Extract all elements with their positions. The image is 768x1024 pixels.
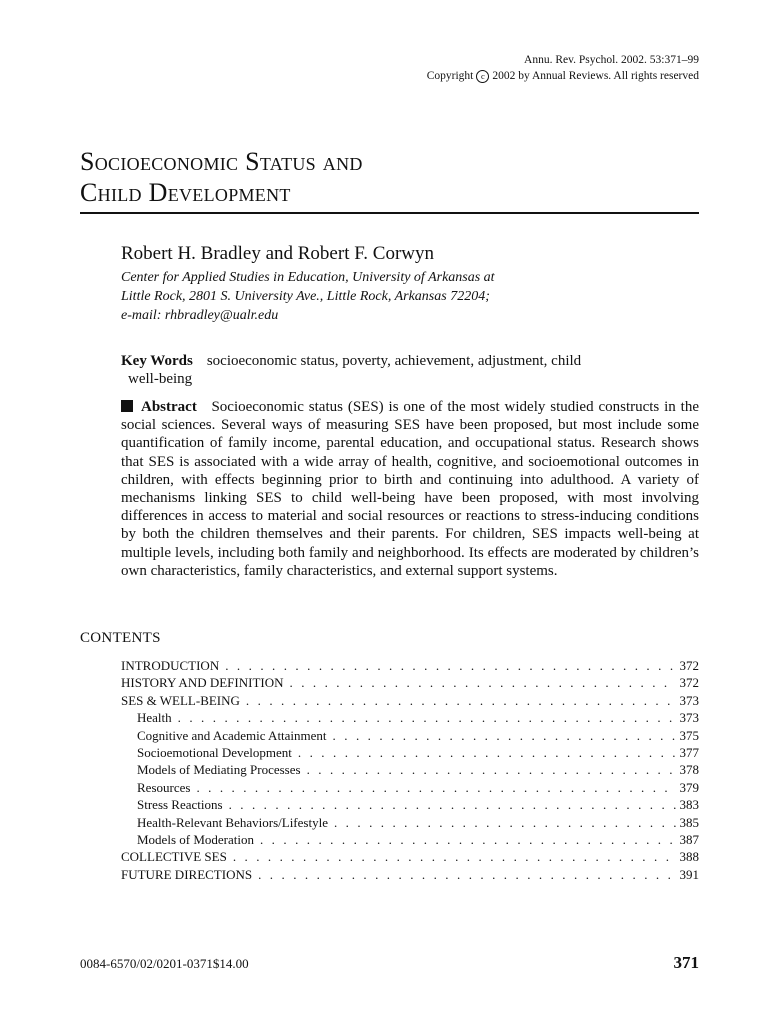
toc-entry-collective-ses bbox=[121, 849, 699, 866]
toc-entry-title: Cognitive and Academic Attainment bbox=[137, 727, 327, 743]
toc-leader-dots bbox=[178, 710, 676, 726]
affiliation bbox=[121, 268, 495, 325]
toc-entry-title: SES & WELL-BEING bbox=[121, 692, 240, 708]
toc-leader-dots bbox=[334, 815, 676, 831]
toc-entry-health-behaviors bbox=[121, 815, 699, 832]
toc-entry-mediating-models bbox=[121, 762, 699, 779]
toc-leader-dots bbox=[260, 832, 676, 848]
affiliation-line-2: Little Rock, 2801 S. University Ave., Little Rock, Arkansas 72204; bbox=[121, 289, 490, 304]
toc-entry-moderation-models bbox=[121, 832, 699, 849]
toc-leader-dots bbox=[298, 745, 676, 761]
toc-entry-page: 372 bbox=[679, 658, 699, 673]
toc-entry-health bbox=[121, 710, 699, 727]
toc-entry-page: 373 bbox=[679, 692, 699, 708]
toc-entry-page: 375 bbox=[679, 727, 699, 743]
keywords-label: Key Words bbox=[121, 353, 193, 369]
journal-header bbox=[427, 52, 699, 84]
affiliation-line-1: Center for Applied Studies in Education, University of Arkansas at bbox=[121, 270, 495, 285]
authors: Robert H. Bradley and Robert F. Corwyn bbox=[121, 243, 434, 264]
toc-leader-dots bbox=[307, 762, 676, 778]
toc-entry-title: Health-Relevant Behaviors/Lifestyle bbox=[137, 814, 328, 830]
toc-leader-dots bbox=[333, 728, 676, 744]
toc-entry-page: 372 bbox=[679, 675, 699, 691]
toc-entry-page: 383 bbox=[679, 797, 699, 813]
toc-entry-page: 378 bbox=[679, 762, 699, 778]
table-of-contents bbox=[121, 658, 699, 884]
keywords-text: socioeconomic status, poverty, achievement, adjustment, child bbox=[206, 353, 582, 369]
affiliation-email: e-mail: rhbradley@ualr.edu bbox=[121, 308, 279, 323]
toc-entry-stress-reactions bbox=[121, 797, 699, 814]
square-bullet-icon bbox=[121, 400, 133, 412]
toc-entry-socioemotional bbox=[121, 745, 699, 762]
toc-leader-dots bbox=[233, 849, 676, 865]
toc-entry-page: 387 bbox=[679, 831, 699, 847]
abstract bbox=[121, 398, 699, 580]
abstract-label: Abstract bbox=[141, 399, 197, 415]
copyright-prefix: Copyright bbox=[426, 70, 474, 82]
issn-code: 0084-6570/02/0201-0371$14.00 bbox=[80, 956, 249, 971]
toc-entry-page: 377 bbox=[679, 744, 699, 760]
toc-entry-title: Socioemotional Development bbox=[137, 744, 292, 760]
toc-entry-resources bbox=[121, 780, 699, 797]
citation: Annu. Rev. Psychol. 2002. 53:371–99 bbox=[524, 54, 699, 66]
title-line-2: Child Development bbox=[80, 178, 291, 207]
toc-leader-dots bbox=[196, 780, 675, 796]
toc-entry-cognitive bbox=[121, 728, 699, 745]
toc-entry-history bbox=[121, 675, 699, 692]
title-rule bbox=[80, 212, 699, 214]
keywords bbox=[121, 352, 681, 388]
toc-entry-introduction bbox=[121, 658, 699, 675]
toc-entry-title: Models of Mediating Processes bbox=[137, 762, 301, 778]
toc-entry-page: 388 bbox=[679, 849, 699, 865]
toc-entry-ses-wellbeing bbox=[121, 693, 699, 710]
copyright-line bbox=[427, 68, 699, 84]
toc-entry-title: COLLECTIVE SES bbox=[121, 849, 227, 865]
article-title bbox=[80, 146, 363, 208]
toc-entry-title: FUTURE DIRECTIONS bbox=[121, 866, 253, 882]
toc-entry-title: HISTORY AND DEFINITION bbox=[121, 675, 284, 691]
toc-entry-title: Resources bbox=[137, 779, 191, 795]
keywords-line-1 bbox=[121, 352, 681, 370]
abstract-text: Socioeconomic status (SES) is one of the most widely studied constructs in the social sciences. Several ways of measuring SES have been proposed, but most include some quantification of family income, parental education, and occupational status. Research shows that SES is associated with a wide array of health, cognitive, and socioemotional outcomes in children, with effects beginning prior to birth and continuing into adulthood. A variety of mechanisms linking SES to child well-being have been proposed, with most involving differences in access to material and social resources or reactions to stress-inducing conditions by both the children themselves and their parents. For children, SES impacts well-being at multiple levels, including both family and neighborhood. Its effects are moderated by children’s own characteristics, family characteristics, and external support systems. bbox=[121, 399, 700, 579]
copyright-icon: c bbox=[476, 70, 489, 83]
title-line-1: Socioeconomic Status and bbox=[80, 147, 363, 176]
toc-entry-page: 379 bbox=[679, 779, 699, 795]
toc-entry-page: 391 bbox=[679, 866, 699, 882]
toc-entry-page: 385 bbox=[679, 814, 699, 830]
toc-entry-title: Health bbox=[137, 710, 172, 726]
toc-leader-dots bbox=[229, 797, 676, 813]
toc-entry-title: Stress Reactions bbox=[137, 797, 223, 813]
toc-leader-dots bbox=[290, 675, 676, 691]
page-number: 371 bbox=[673, 953, 699, 972]
toc-entry-title: INTRODUCTION bbox=[121, 658, 220, 673]
toc-entry-page: 373 bbox=[679, 710, 699, 726]
keywords-line-2: well-being bbox=[128, 371, 193, 387]
toc-entry-title: Models of Moderation bbox=[137, 831, 254, 847]
toc-leader-dots bbox=[258, 867, 675, 883]
toc-entry-future-directions bbox=[121, 867, 699, 884]
toc-leader-dots bbox=[246, 693, 676, 709]
contents-heading: CONTENTS bbox=[80, 630, 161, 646]
copyright-suffix: 2002 by Annual Reviews. All rights reserved bbox=[492, 70, 699, 82]
toc-leader-dots bbox=[225, 658, 675, 674]
